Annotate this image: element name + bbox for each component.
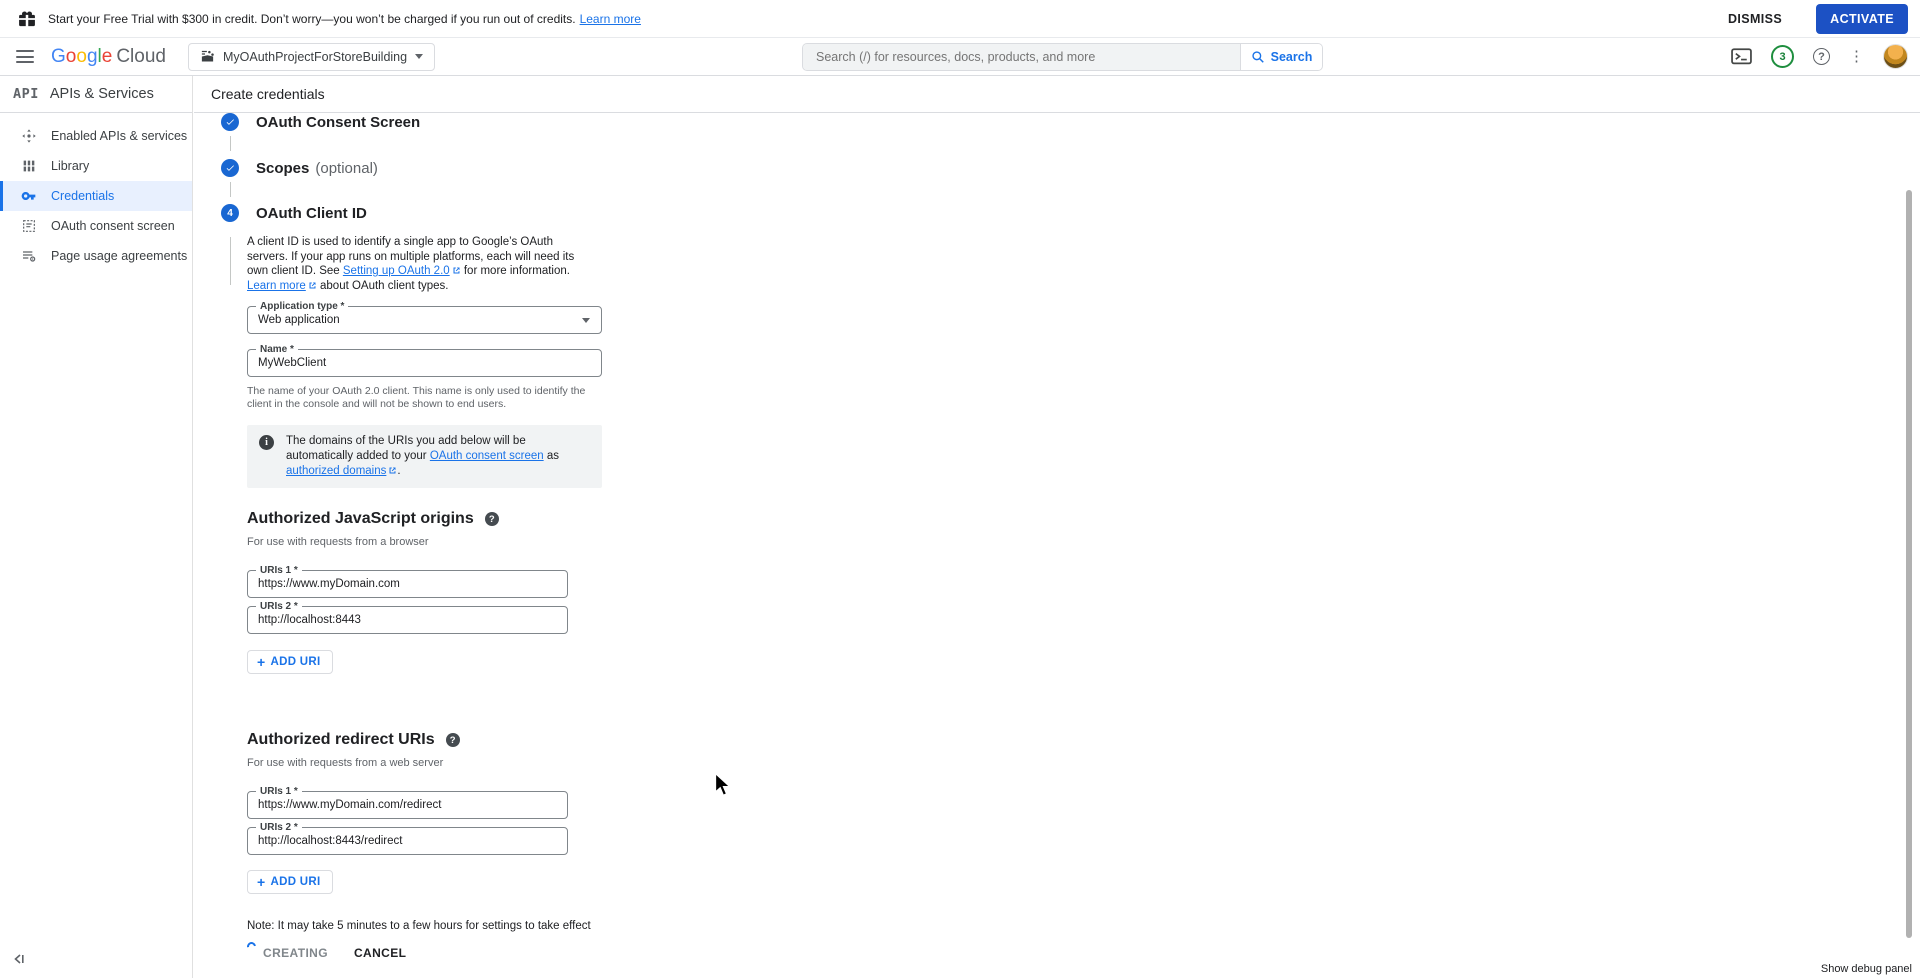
show-debug-panel-link[interactable]: Show debug panel bbox=[1820, 963, 1912, 975]
step-complete-icon bbox=[221, 159, 239, 177]
spinner-icon bbox=[245, 940, 258, 953]
sidebar-title: APIs & Services bbox=[49, 86, 154, 102]
chevron-down-icon bbox=[415, 54, 423, 59]
redirect-uris-subheading: For use with requests from a web server bbox=[247, 757, 444, 769]
form-actions bbox=[247, 946, 1920, 960]
list-gear-icon bbox=[20, 248, 37, 265]
activate-button[interactable]: ACTIVATE bbox=[1816, 4, 1908, 34]
cancel-button[interactable]: CANCEL bbox=[353, 946, 407, 960]
plus-icon: + bbox=[257, 654, 266, 670]
js-origin-uri1-field: URIs 1 * https://www.myDomain.com bbox=[247, 570, 568, 598]
js-origins-subheading: For use with requests from a browser bbox=[247, 536, 429, 548]
sidebar-nav bbox=[0, 121, 192, 271]
cloud-wordmark: Cloud bbox=[116, 45, 166, 67]
gift-icon bbox=[17, 9, 37, 29]
sidebar-item-library[interactable]: Library bbox=[0, 151, 192, 181]
redirect-uris-add-uri-button[interactable]: + ADD URI bbox=[247, 870, 333, 894]
help-icon: ? bbox=[1813, 48, 1830, 65]
step-number-icon: 4 bbox=[221, 204, 239, 222]
collapse-left-icon bbox=[12, 953, 26, 965]
menu-icon[interactable] bbox=[16, 50, 34, 63]
step-oauth-consent-screen: OAuth Consent Screen bbox=[194, 113, 1920, 131]
application-type-select[interactable]: Application type * Web application bbox=[247, 306, 602, 334]
oauth-client-form bbox=[247, 235, 1920, 960]
redirect-uri1-field: URIs 1 * https://www.myDomain.com/redirect bbox=[247, 791, 568, 819]
client-name-helper: The name of your OAuth 2.0 client. This name is only used to identify the client in the console and will not be shown to end users. bbox=[247, 385, 586, 410]
google-cloud-logo[interactable] bbox=[51, 46, 166, 68]
page-title: Create credentials bbox=[211, 86, 325, 102]
step-connector bbox=[230, 136, 231, 151]
free-trial-banner bbox=[0, 0, 1920, 38]
api-logo: API bbox=[13, 86, 39, 102]
client-name-field: Name * MyWebClient bbox=[247, 349, 602, 377]
sidebar bbox=[0, 76, 193, 978]
page-titlebar bbox=[194, 76, 1920, 113]
sidebar-item-oauth-consent[interactable]: OAuth consent screen bbox=[0, 211, 192, 241]
project-icon bbox=[200, 49, 215, 64]
info-icon: i bbox=[259, 435, 274, 450]
client-id-description: A client ID is used to identify a single app to Google’s OAuth servers. If your app runs on multiple platforms, each will need its own client ID. See Setting up OAuth 2.0 for more information. Learn more about OAuth client types. bbox=[247, 236, 575, 292]
settings-note: Note: It may take 5 minutes to a few hours for settings to take effect bbox=[247, 920, 591, 932]
application-type-value: Web application bbox=[258, 314, 340, 326]
library-grid-icon bbox=[20, 158, 37, 175]
project-selector[interactable] bbox=[188, 43, 435, 71]
chevron-down-icon bbox=[582, 318, 590, 323]
header-actions bbox=[1729, 38, 1910, 75]
collapse-sidebar-button[interactable] bbox=[10, 951, 28, 970]
js-origins-heading: Authorized JavaScript origins ? bbox=[247, 510, 1920, 528]
vertical-scrollbar[interactable] bbox=[1906, 190, 1912, 938]
js-origins-help-icon[interactable]: ? bbox=[485, 512, 499, 526]
compass-arrows-icon bbox=[20, 128, 37, 145]
cloud-shell-button[interactable] bbox=[1729, 46, 1754, 67]
sidebar-item-page-usage[interactable]: Page usage agreements bbox=[0, 241, 192, 271]
client-name-input[interactable] bbox=[248, 350, 601, 376]
more-options-button[interactable] bbox=[1847, 47, 1866, 66]
key-icon bbox=[20, 188, 37, 205]
plus-icon: + bbox=[257, 874, 266, 890]
step-oauth-client-id: 4 OAuth Client ID bbox=[194, 204, 1920, 222]
sidebar-header bbox=[0, 76, 192, 113]
banner-message: Start your Free Trial with $300 in credit. Don’t worry—you won’t be charged if you run out of credits. bbox=[48, 11, 576, 26]
search-input[interactable] bbox=[803, 44, 1240, 70]
help-button[interactable] bbox=[1811, 46, 1832, 67]
notification-badge: 3 bbox=[1771, 45, 1794, 68]
dismiss-button[interactable]: DISMISS bbox=[1722, 11, 1788, 27]
account-avatar[interactable] bbox=[1881, 42, 1910, 71]
step-scopes: Scopes (optional) bbox=[194, 159, 1920, 177]
oauth-consent-screen-link[interactable]: OAuth consent screen bbox=[429, 450, 544, 462]
redirect-uris-help-icon[interactable]: ? bbox=[446, 733, 460, 747]
sidebar-item-credentials[interactable]: Credentials bbox=[0, 181, 192, 211]
search-button[interactable]: Search bbox=[1240, 44, 1322, 70]
external-link-icon bbox=[308, 281, 317, 290]
domains-info-box: i The domains of the URIs you add below will be automatically added to your OAuth consent screen as authorized domains . bbox=[247, 425, 602, 488]
creating-button[interactable]: CREATING bbox=[247, 946, 328, 960]
redirect-uris-heading: Authorized redirect URIs ? bbox=[247, 731, 1920, 749]
sidebar-item-enabled-apis[interactable]: Enabled APIs & services bbox=[0, 121, 192, 151]
search-bar bbox=[802, 43, 1323, 71]
search-icon bbox=[1251, 50, 1265, 64]
step-connector bbox=[230, 182, 231, 197]
setting-up-oauth-link[interactable]: Setting up OAuth 2.0 bbox=[342, 265, 450, 277]
js-origin-uri2-field: URIs 2 * http://localhost:8443 bbox=[247, 606, 568, 634]
google-logo-wordmark: Google bbox=[51, 45, 113, 67]
terminal-icon bbox=[1731, 48, 1752, 65]
banner-learn-more-link[interactable]: Learn more bbox=[579, 11, 641, 26]
avatar bbox=[1883, 44, 1908, 69]
redirect-uri2-field: URIs 2 * http://localhost:8443/redirect bbox=[247, 827, 568, 855]
banner-actions bbox=[1722, 4, 1910, 34]
project-name: MyOAuthProjectForStoreBuilding bbox=[222, 49, 408, 64]
external-link-icon bbox=[452, 266, 461, 275]
consent-screen-icon bbox=[20, 218, 37, 235]
app-header bbox=[0, 38, 1920, 76]
step-complete-icon bbox=[221, 113, 239, 131]
learn-more-link[interactable]: Learn more bbox=[247, 279, 306, 292]
js-origins-add-uri-button[interactable]: + ADD URI bbox=[247, 650, 333, 674]
notifications-button[interactable] bbox=[1769, 43, 1796, 70]
vertical-dots-icon: ⋮ bbox=[1849, 48, 1864, 65]
main-content bbox=[194, 76, 1920, 978]
authorized-domains-link[interactable]: authorized domains bbox=[286, 465, 387, 477]
